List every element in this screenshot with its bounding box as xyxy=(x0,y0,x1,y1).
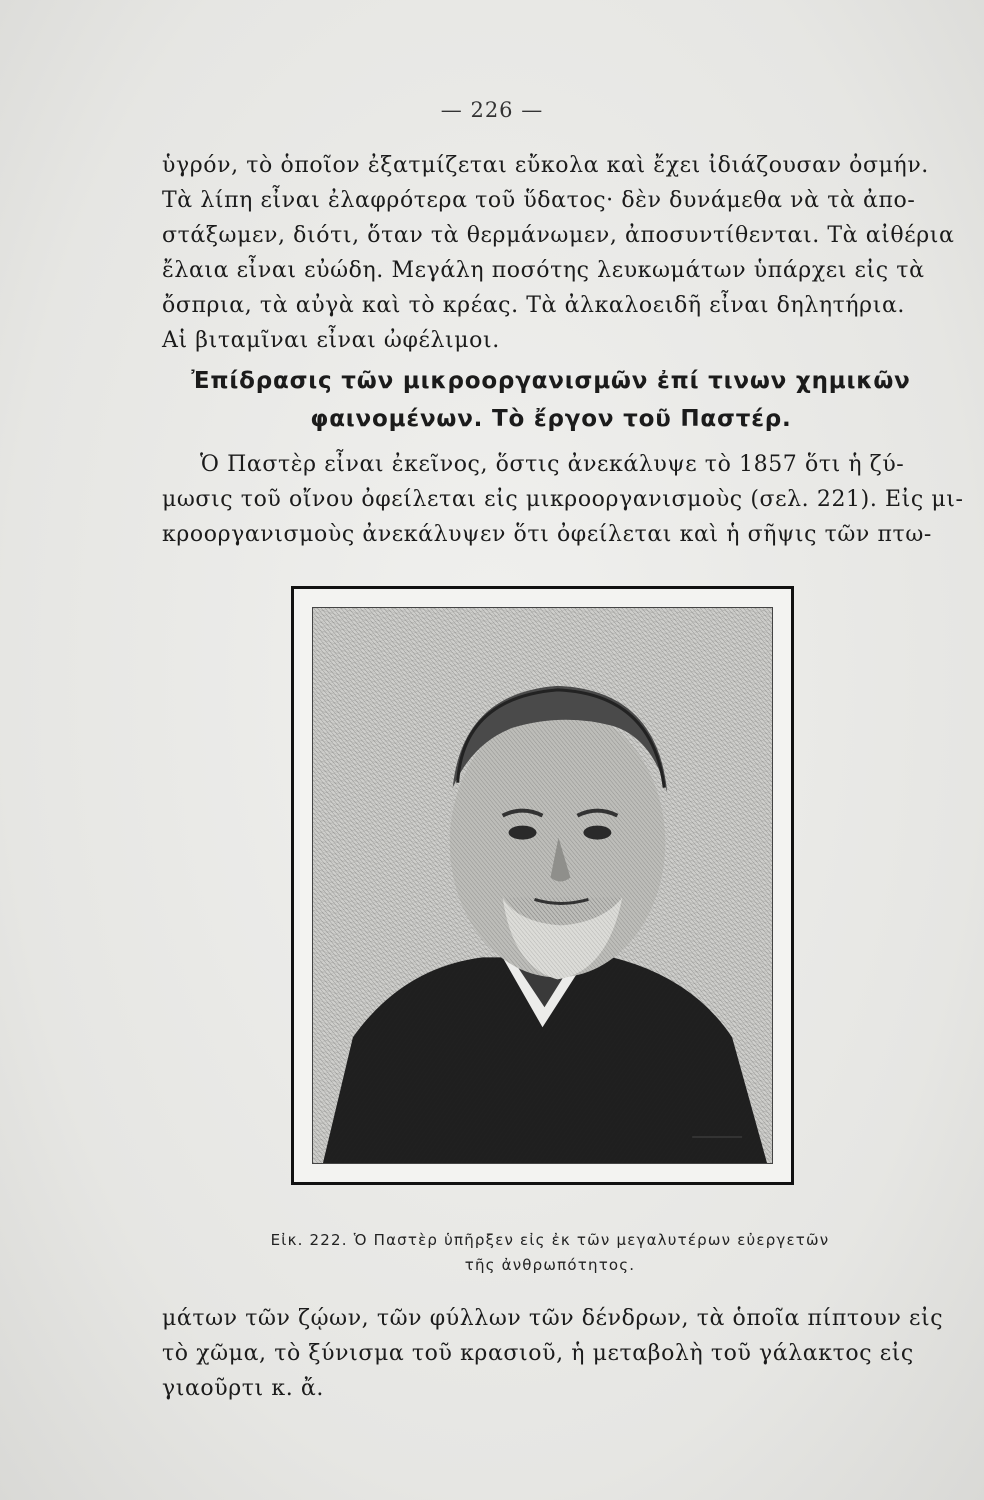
portrait-illustration xyxy=(313,608,772,1163)
text-line: Ὁ Παστὲρ εἶναι ἐκεῖνος, ὅστις ἀνεκάλυψε τὸ 1857 ὅτι ἡ ζύ- xyxy=(200,452,905,477)
section-heading xyxy=(162,362,940,438)
figure-caption xyxy=(200,1228,900,1278)
paragraph-pasteur-discovery xyxy=(162,447,964,552)
text-line: κροοργανισμοὺς ἀνεκάλυψεν ὅτι ὀφείλεται καὶ ἡ σῆψις τῶν πτω- xyxy=(162,522,932,547)
paragraph-putrefaction-examples xyxy=(162,1301,944,1406)
caption-line: Εἰκ. 222. Ὁ Παστὲρ ὑπῆρξεν εἰς ἐκ τῶν μεγαλυτέρων εὐεργετῶν xyxy=(270,1231,830,1249)
portrait-engraving xyxy=(312,607,773,1164)
heading-line: φαινομένων. Τὸ ἔργον τοῦ Παστέρ. xyxy=(310,406,792,432)
text-line: μάτων τῶν ζῴων, τῶν φύλλων τῶν δένδρων, τὰ ὁποῖα πίπτουν εἰς xyxy=(162,1306,944,1331)
text-line: τὸ χῶμα, τὸ ξύνισμα τοῦ κρασιοῦ, ἡ μεταβολὴ τοῦ γάλακτος εἰς xyxy=(162,1341,914,1366)
pasteur-portrait-figure xyxy=(291,586,794,1185)
text-line: Αἱ βιταμῖναι εἶναι ὠφέλιμοι. xyxy=(162,328,500,353)
heading-line: Ἐπίδρασις τῶν μικροοργανισμῶν ἐπί τινων χημικῶν xyxy=(191,368,911,394)
text-line: Τὰ λίπη εἶναι ἐλαφρότερα τοῦ ὕδατος· δὲν δυνάμεθα νὰ τὰ ἀπο- xyxy=(162,188,916,213)
text-line: μωσις τοῦ οἴνου ὀφείλεται εἰς μικροοργανισμοὺς (σελ. 221). Εἰς μι- xyxy=(162,487,964,512)
text-line: ὄσπρια, τὰ αὐγὰ καὶ τὸ κρέας. Τὰ ἀλκαλοειδῆ εἶναι δηλητήρια. xyxy=(162,293,905,318)
page-number: — 226 — xyxy=(440,98,544,122)
text-line: ἔλαια εἶναι εὐώδη. Μεγάλη ποσότης λευκωμάτων ὑπάρχει εἰς τὰ xyxy=(162,258,925,283)
text-line: στάξωμεν, διότι, ὅταν τὰ θερμάνωμεν, ἀποσυντίθενται. Τὰ αἰθέρια xyxy=(162,223,955,248)
text-line: ὑγρόν, τὸ ὁποῖον ἐξατμίζεται εὔκολα καὶ ἔχει ἰδιάζουσαν ὀσμήν. xyxy=(162,153,929,178)
text-line: γιαοῦρτι κ. ἄ. xyxy=(162,1376,324,1401)
caption-line: τῆς ἀνθρωπότητος. xyxy=(464,1256,636,1274)
paragraph-fats-and-proteins xyxy=(162,148,955,358)
